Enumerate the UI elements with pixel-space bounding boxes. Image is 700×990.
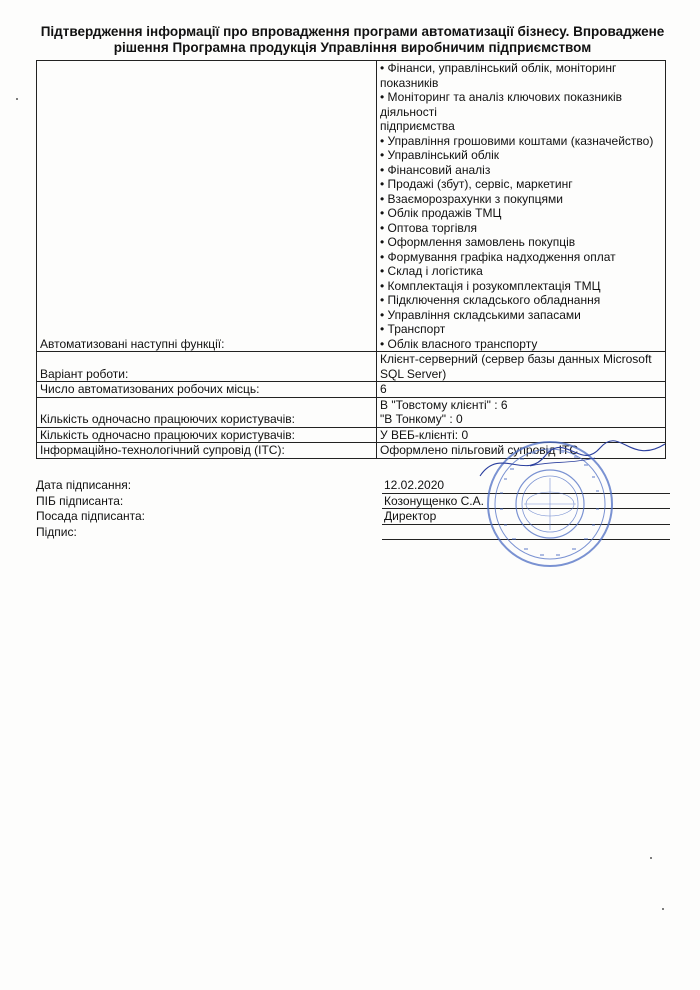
list-item: • Облік продажів ТМЦ xyxy=(380,206,502,220)
signing-date-value: 12.02.2020 xyxy=(382,478,670,494)
list-item: • Взаєморозрахунки з покупцями xyxy=(380,191,563,206)
concurrent-users-label: Кількість одночасно працюючих користувачів: xyxy=(37,397,377,427)
list-item: • Комплектація і розукомплектація ТМЦ xyxy=(380,278,601,293)
workstations-label: Число автоматизованих робочих місць: xyxy=(37,382,377,398)
its-support-value: Оформлено пільговий супровід ІТС xyxy=(377,443,666,459)
web-client-value: У ВЕБ-клієнті: 0 xyxy=(377,427,666,443)
concurrent-users-value xyxy=(377,397,666,427)
signer-position-value: Директор xyxy=(382,509,670,525)
list-item: • Формування графіка надходження оплат xyxy=(380,249,616,264)
implementation-info-table xyxy=(36,60,666,459)
document-title: Підтвердження інформації про впровадження програми автоматизації бізнесу. Впроваджене рішення Програмна продукція Управління виробничим підприємством xyxy=(40,24,665,55)
functions-label: Автоматизовані наступні функції: xyxy=(37,61,377,352)
scan-speck xyxy=(16,98,18,100)
list-item: • Управлінський облік xyxy=(380,148,500,162)
signer-position-label: Посада підписанта: xyxy=(36,509,146,523)
thin-client-value: "В Тонкому" : 0 xyxy=(380,412,463,426)
scan-speck xyxy=(662,908,664,910)
table-row xyxy=(37,397,666,427)
list-item: • Склад і логістика xyxy=(380,264,483,278)
list-item: • Фінансовий аналіз xyxy=(380,162,491,177)
work-mode-value: Клієнт-серверний (сервер базы данных Microsoft SQL Server) xyxy=(377,352,666,382)
list-item: • Фінанси, управлінський облік, моніторинг показників xyxy=(380,61,617,90)
list-item: • Моніторинг та аналіз ключових показників діяльності xyxy=(380,90,623,119)
concurrent-users-web-label: Кількість одночасно працюючих користувачів: xyxy=(37,427,377,443)
list-item: • Управління складськими запасами xyxy=(380,307,581,322)
functions-list xyxy=(380,61,662,351)
list-item: • Облік власного транспорту xyxy=(380,336,538,351)
list-item: • Управління грошовими коштами (казначейство) xyxy=(380,133,654,148)
functions-list-cell xyxy=(377,61,666,352)
table-row xyxy=(37,382,666,398)
handwritten-signature xyxy=(470,436,670,486)
list-item: • Підключення складського обладнання xyxy=(380,293,601,307)
table-row xyxy=(37,61,666,352)
list-item: підприємства xyxy=(380,119,455,133)
list-item: • Транспорт xyxy=(380,322,446,336)
signing-date-label: Дата підписання: xyxy=(36,478,132,492)
signature-label: Підпис: xyxy=(36,524,77,539)
its-support-label: Інформаційно-технологічний супровід (ІТС): xyxy=(37,443,377,459)
scan-speck xyxy=(650,857,652,859)
thick-client-value: В "Товстому клієнті" : 6 xyxy=(380,397,508,412)
signer-name-value: Козонущенко С.А. xyxy=(382,494,670,510)
table-row xyxy=(37,352,666,382)
work-mode-label: Варіант роботи: xyxy=(37,352,377,382)
signer-name-label: ПІБ підписанта: xyxy=(36,493,124,508)
workstations-value: 6 xyxy=(377,382,666,398)
list-item: • Оптова торгівля xyxy=(380,220,478,235)
list-item: • Оформлення замовлень покупців xyxy=(380,235,576,249)
list-item: • Продажі (збут), сервіс, маркетинг xyxy=(380,177,573,191)
